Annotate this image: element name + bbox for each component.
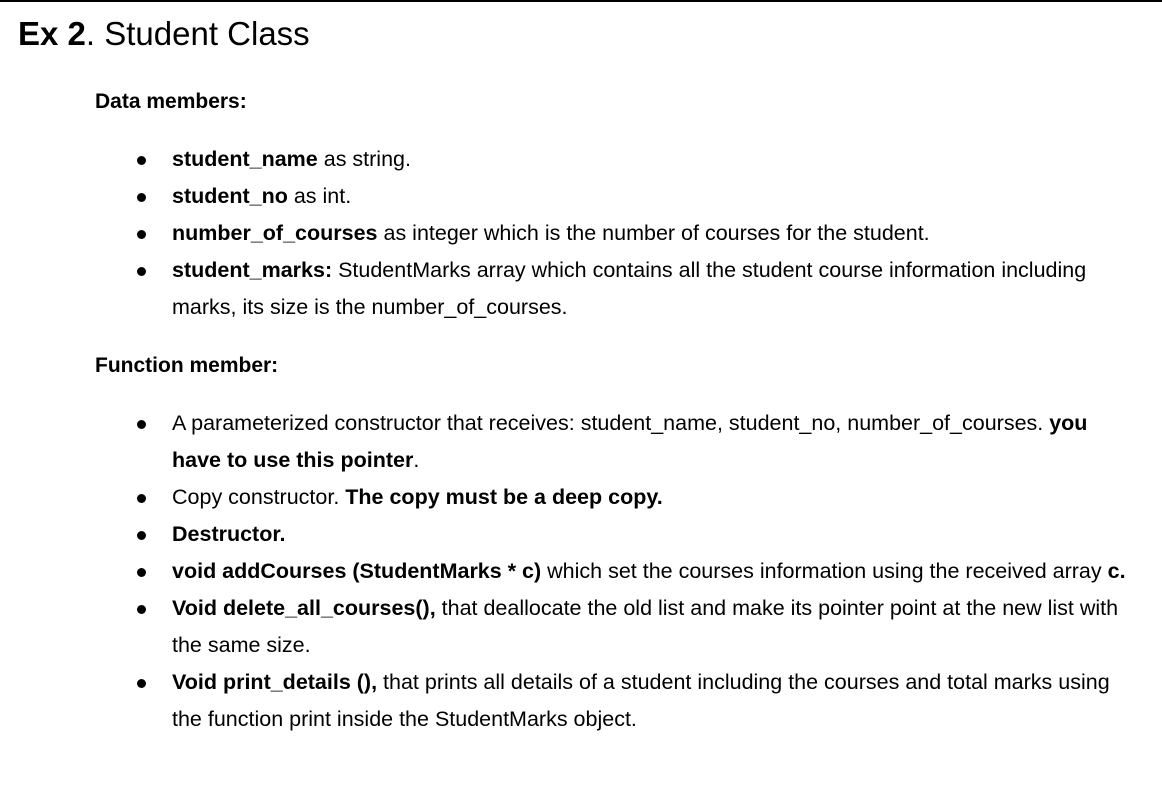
item-text: that deallocate the old list and make its pointer point at the new list with the same size. bbox=[172, 596, 1119, 657]
list-item bbox=[0, 215, 1162, 252]
member-name: student_marks: bbox=[172, 258, 333, 282]
list-item bbox=[0, 405, 1162, 479]
bullet-icon bbox=[137, 531, 146, 540]
title-rest: . Student Class bbox=[85, 15, 310, 52]
item-bold: you have to use this pointer bbox=[172, 411, 1088, 472]
page-title bbox=[18, 14, 310, 54]
bullet-icon bbox=[137, 267, 146, 276]
item-bold: Destructor. bbox=[172, 522, 286, 546]
item-text: that prints all details of a student including the courses and total marks using the function print inside the StudentMarks object. bbox=[172, 670, 1110, 731]
bullet-icon bbox=[137, 230, 146, 239]
function-members-list bbox=[0, 405, 1162, 738]
item-text: A parameterized constructor that receives: student_name, student_no, number_of_courses. bbox=[172, 411, 1050, 435]
list-item bbox=[0, 516, 1162, 553]
member-desc: as string. bbox=[317, 147, 411, 171]
bullet-icon bbox=[137, 679, 146, 688]
item-text: . bbox=[413, 448, 420, 472]
item-bold: The copy must be a deep copy. bbox=[345, 485, 663, 509]
bullet-icon bbox=[137, 193, 146, 202]
member-desc: as integer which is the number of courses for the student. bbox=[377, 221, 930, 245]
list-item bbox=[0, 252, 1162, 326]
member-name: number_of_courses bbox=[172, 221, 378, 245]
top-rule bbox=[0, 0, 1162, 2]
bullet-icon bbox=[137, 156, 146, 165]
bullet-icon bbox=[137, 420, 146, 429]
function-members-heading: Function member: bbox=[95, 354, 279, 377]
data-members-list bbox=[0, 141, 1162, 326]
item-text: Copy constructor. bbox=[172, 485, 346, 509]
member-desc: StudentMarks array which contains all the student course information including marks, its size is the number_of_courses. bbox=[172, 258, 1087, 319]
list-item bbox=[0, 553, 1162, 590]
list-item bbox=[0, 590, 1162, 664]
item-bold: Void print_details (), bbox=[172, 670, 378, 694]
bullet-icon bbox=[137, 494, 146, 503]
bullet-icon bbox=[137, 605, 146, 614]
data-members-heading: Data members: bbox=[95, 90, 247, 113]
member-name: student_no bbox=[172, 184, 288, 208]
item-text: which set the courses information using the received array bbox=[541, 559, 1108, 583]
item-bold: c. bbox=[1107, 559, 1126, 583]
list-item bbox=[0, 141, 1162, 178]
item-bold: Void delete_all_courses(), bbox=[172, 596, 436, 620]
member-name: student_name bbox=[172, 147, 318, 171]
bullet-icon bbox=[137, 568, 146, 577]
title-prefix: Ex 2 bbox=[18, 15, 86, 52]
list-item bbox=[0, 664, 1162, 738]
member-desc: as int. bbox=[287, 184, 352, 208]
list-item bbox=[0, 178, 1162, 215]
list-item bbox=[0, 479, 1162, 516]
item-bold: void addCourses (StudentMarks * c) bbox=[172, 559, 542, 583]
